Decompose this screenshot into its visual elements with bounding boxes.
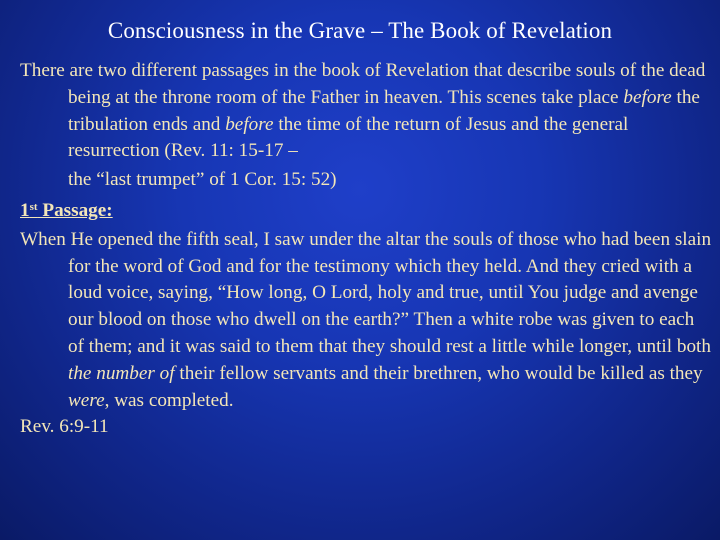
passage-heading (20, 198, 712, 225)
passage-ordinal: st (29, 200, 38, 213)
passage-text-2: their fellow servants and their brethren, who would be killed as they (174, 362, 703, 384)
slide-body (20, 58, 712, 441)
intro-text-4: the “last trumpet” of 1 Cor. 15: 52) (68, 169, 337, 191)
intro-text-1: There are two different passages in the book of Revelation that describe souls of the dead being at the throne room of the Father in heaven. This scenes take place (20, 60, 706, 108)
passage-text-3: , was completed. (104, 389, 234, 411)
scripture-reference: Rev. 6:9-11 (20, 416, 109, 438)
intro-text-2: the tribulation ends and (68, 86, 700, 135)
passage-text-1: When He opened the fifth seal, I saw under the altar the souls of those who had been slain for the word of God and for the testimony which they held. And they cried with a loud voice, saying, “How long, O Lord, holy and true, until You judge and avenge our blood on those who dwell on the earth?” Then a white robe was given to each of them; and it was said to them that they should rest a little while longer, until both (20, 228, 712, 357)
intro-paragraph (20, 58, 712, 194)
intro-text-3: the time of the return of Jesus and the general resurrection (Rev. 11: 15-17 – (68, 113, 629, 162)
passage-emphasis-1: the number of (68, 362, 175, 384)
passage-emphasis-2: were (68, 389, 105, 411)
passage-number: 1 (20, 199, 30, 221)
intro-emphasis-1: before (623, 86, 672, 108)
slide-title: Consciousness in the Grave – The Book of Revelation (107, 18, 613, 43)
intro-emphasis-2: before (225, 113, 274, 135)
passage-heading-label: Passage: (37, 199, 113, 221)
passage-paragraph (20, 227, 712, 415)
